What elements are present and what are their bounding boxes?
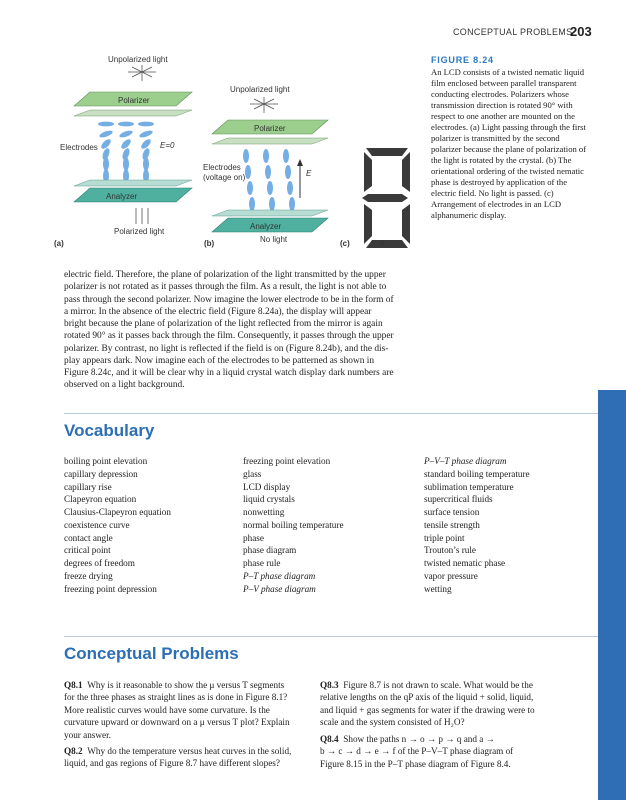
vocab-term: P–V–T phase diagram <box>424 456 507 466</box>
vocab-term: P–V phase diagram <box>243 583 316 594</box>
electrode-top-a <box>74 110 192 116</box>
question-q8-1 <box>64 679 308 741</box>
vocab-term: Clapeyron equation <box>64 494 137 505</box>
vocab-term: standard boiling temperature <box>424 468 530 479</box>
vocab-term: phase diagram <box>243 545 297 556</box>
question-line: scale and the system consisted of H₂O? <box>320 717 465 728</box>
molecules-b <box>243 149 295 211</box>
vocab-term: phase <box>243 532 264 543</box>
panel-label-c: (c) <box>340 239 350 248</box>
vocab-term: capillary rise <box>64 481 112 492</box>
label-polarized-light: Polarized light <box>114 227 165 236</box>
vocab-term: freeze drying <box>64 570 113 581</box>
vocab-term: Trouton’s rule <box>424 545 476 556</box>
vocab-term: P–T phase diagram <box>243 570 316 581</box>
label-unpolarized-a: Unpolarized light <box>108 55 168 64</box>
body-paragraph <box>64 269 561 392</box>
question-line: More realistic curves would have some curvature. Is the <box>64 704 270 715</box>
body-line: rotated 90° as it passes back through the film. Consequently, it passes through the upper <box>64 331 394 342</box>
vocab-term: vapor pressure <box>424 570 478 581</box>
vocabulary-title: Vocabulary <box>64 421 155 440</box>
label-unpolarized-b: Unpolarized light <box>230 85 290 94</box>
vocab-term: surface tension <box>424 507 480 517</box>
vocabulary-column-1 <box>64 455 171 595</box>
electrode-top-b <box>212 138 328 144</box>
body-line: observed on a light background. <box>64 380 185 391</box>
body-line: bright because the plane of polarization of the light reflected from the mirror is again <box>64 319 383 329</box>
electrode-bottom-b <box>212 210 328 216</box>
molecules-a <box>98 122 154 183</box>
vocab-term: triple point <box>424 532 465 543</box>
body-line: Figure 8.24c, and it will be clear why in a liquid crystal watch display dark numbers are <box>64 368 394 378</box>
seven-segment-digit <box>362 148 410 248</box>
vocab-term: wetting <box>424 583 452 594</box>
question-line: relative lengths on the qP axis of the liquid + solid, liquid, <box>320 692 534 703</box>
question-number: Q8.2 <box>64 746 83 756</box>
vocab-term: Clausius-Clapeyron equation <box>64 507 171 517</box>
question-number: Q8.4 <box>320 734 339 744</box>
chapter-side-tab <box>598 390 626 800</box>
vocab-term: twisted nematic phase <box>424 558 506 568</box>
question-line: Figure 8.15 in the P–T phase diagram of Figure 8.4. <box>320 758 511 769</box>
display-digit-text: 8 <box>380 239 385 248</box>
question-q8-2 <box>64 745 308 770</box>
question-q8-3 <box>320 679 564 729</box>
body-line: a mirror. In the absence of the electric field (Figure 8.24a), the display will appear <box>64 306 372 317</box>
body-line: electric field. Therefore, the plane of polarization of the light transmitted by the upper <box>64 270 386 280</box>
polarized-arrows-a <box>136 208 148 224</box>
label-analyzer-b: Analyzer <box>250 222 282 231</box>
vocab-term: liquid crystals <box>243 494 295 505</box>
vocab-term: freezing point elevation <box>243 456 331 466</box>
question-number: Q8.1 <box>64 680 83 690</box>
body-line: pass through the second polarizer. Now imagine the lower electrode to be in the form of <box>64 294 394 305</box>
question-line: Show the paths n → o → p → q and a → <box>343 734 495 744</box>
page-number: 203 <box>570 24 592 39</box>
vocab-term: boiling point elevation <box>64 456 148 466</box>
vocab-term: degrees of freedom <box>64 558 135 568</box>
vocabulary-column-2 <box>243 455 344 595</box>
vocab-term: freezing point depression <box>64 583 157 594</box>
question-line: your answer. <box>64 729 111 740</box>
unpolarized-arrows-b <box>250 97 278 113</box>
label-efield-zero: E=0 <box>160 141 175 150</box>
question-line: liquid, and gas regions of Figure 8.7 have different slopes? <box>64 758 280 769</box>
vocab-term: critical point <box>64 545 111 556</box>
question-q8-4 <box>320 733 564 770</box>
question-line: curvature upward or downward on a μ versus T plot? Explain <box>64 717 290 728</box>
label-electrodes-voltage: (voltage on) <box>203 173 246 182</box>
vocab-term: sublimation temperature <box>424 481 514 492</box>
efield-arrow <box>297 159 303 198</box>
question-line: and liquid + gas segments for water if the drawing were to <box>320 704 535 715</box>
question-number: Q8.3 <box>320 680 339 690</box>
label-analyzer-a: Analyzer <box>106 192 138 201</box>
vocab-term: tensile strength <box>424 519 480 530</box>
unpolarized-arrows-a <box>128 65 156 81</box>
vocabulary-column-3 <box>424 455 530 595</box>
question-line: Why is it reasonable to show the μ versus T segments <box>87 680 285 690</box>
running-head: CONCEPTUAL PROBLEMS <box>453 27 573 37</box>
question-line: b → c → d → e → f of the P–V–T phase diagram of <box>320 746 514 757</box>
vocab-term: contact angle <box>64 532 113 543</box>
label-electrodes-a: Electrodes <box>60 143 98 152</box>
vocab-term: nonwetting <box>243 507 285 517</box>
body-line: polarizer. By contrast, no light is reflected if the field is on (Figure 8.24b), and the dis- <box>64 343 389 354</box>
figure-caption-text: An LCD consists of a twisted nematic liquid film enclosed between parallel transparent conducting electrodes. Polarizers whose transmission direction is rotated 90° with respect to one another are mounted on the electrodes. (a) Light passing through the first polarizer is transmitted by the second polarizer because the plane of polarization of the light is rotated by the crystal. (b) The orientational ordering of the twisted nematic phase is destroyed by application of the electric field. No light is passed. (c) Arrangement of electrodes in an LCD alphanumeric display. <box>431 67 587 220</box>
body-line: polarizer is not rotated as it passes through the film. As a result, the light is not able to <box>64 282 387 293</box>
vocab-term: glass <box>243 468 262 479</box>
question-line: for the three phases as straight lines as is done in Figure 8.1? <box>64 692 288 703</box>
vocab-term: coexistence curve <box>64 519 130 530</box>
vocabulary-rule <box>64 413 598 414</box>
panel-label-b: (b) <box>204 239 215 248</box>
conceptual-rule <box>64 636 598 637</box>
vocab-term: supercritical fluids <box>424 494 493 505</box>
label-polarizer-a: Polarizer <box>118 96 150 105</box>
question-line: Figure 8.7 is not drawn to scale. What would be the <box>343 680 533 690</box>
vocab-term: capillary depression <box>64 468 138 479</box>
lcd-figure <box>54 48 385 253</box>
question-line: Why do the temperature versus heat curves in the solid, <box>87 746 292 756</box>
vocab-term: normal boiling temperature <box>243 519 344 530</box>
body-line: play appears dark. Now imagine each of the electrodes to be patterned as shown in <box>64 355 375 366</box>
label-no-light: No light <box>260 235 288 244</box>
label-electrodes-b: Electrodes <box>203 163 241 172</box>
vocab-term: phase rule <box>243 558 281 568</box>
conceptual-title: Conceptual Problems <box>64 644 239 663</box>
label-polarizer-b: Polarizer <box>254 124 286 133</box>
label-efield-b: E <box>306 169 312 178</box>
vocab-term: LCD display <box>243 481 291 492</box>
electrode-bottom-a <box>74 180 192 186</box>
figure-caption-title: FIGURE 8.24 <box>431 55 494 65</box>
panel-label-a: (a) <box>54 239 64 248</box>
